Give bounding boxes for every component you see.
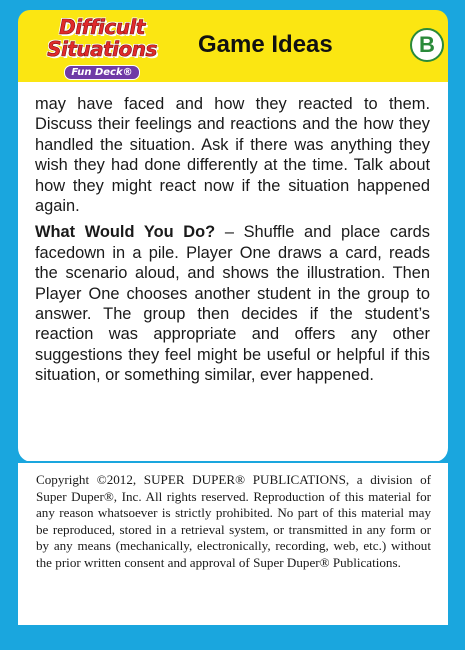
game-instructions <box>35 94 430 386</box>
copyright-text: Copyright ©2012, SUPER DUPER® PUBLICATIONS, a division of Super Duper®, Inc. All rights reserved. Reproduction of this material for any reason whatsoever is strictly prohibited. No part of this material may be reproduced, stored in a retrieval system, or transmitted in any form or by any means (mechanically, electronically, recording, web, etc.) without the prior written consent and approval of Super Duper® Publications. <box>36 472 431 570</box>
divider <box>18 461 448 463</box>
game-description: – Shuffle and place cards facedown in a pile. Player One draws a card, reads the scenario aloud, and shows the illustration. Then Player One chooses another student in the group to answer. The group then decides if the student’s reaction was appropriate and offers any other suggestions they feel might be useful or helpful if this situation, or something similar, ever happened. <box>35 223 430 385</box>
fun-deck-badge: Fun Deck® <box>64 65 139 80</box>
game-name: What Would You Do? <box>35 223 216 242</box>
logo-line-2: Situations <box>47 37 157 61</box>
card-title: Game Ideas <box>198 31 333 58</box>
instruction-paragraph: may have faced and how they reacted to them. Discuss their feelings and reactions and the how they handled the situation. Ask if there was anything they wish they had done differently at the time. Talk about how they might react now if the situation happened again. <box>35 95 430 216</box>
copyright-notice <box>36 472 431 571</box>
section-letter-badge: B <box>410 28 444 62</box>
instruction-paragraph-game <box>35 222 430 385</box>
deck-logo <box>22 16 182 80</box>
logo-line-1: Difficult <box>59 15 145 39</box>
card-header <box>18 10 448 82</box>
